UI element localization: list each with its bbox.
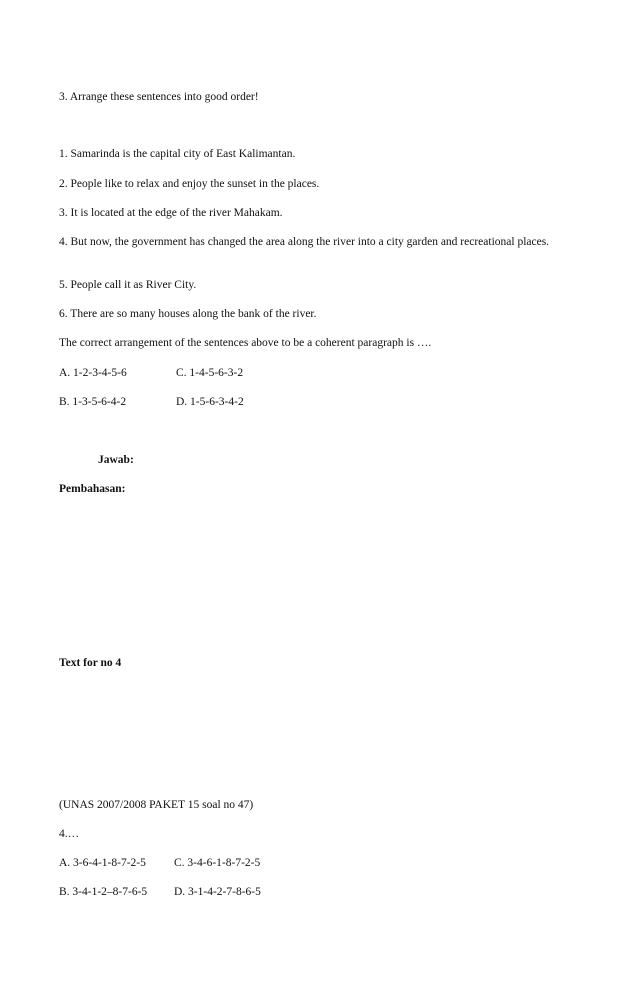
question-4-source: (UNAS 2007/2008 PAKET 15 soal no 47) [59,799,254,811]
option-c: C. 1-4-5-6-3-2 [176,367,244,379]
question-4-stem: 4.… [59,828,80,840]
sentence-5: 5. People call it as River City. [59,279,197,291]
q4-option-a: A. 3-6-4-1-8-7-2-5 [59,857,146,869]
answer-label: Jawab: [98,454,134,466]
q4-option-c: C. 3-4-6-1-8-7-2-5 [174,857,261,869]
q4-option-b: B. 3-4-1-2–8-7-6-5 [59,886,148,898]
sentence-6: 6. There are so many houses along the bank of the river. [59,308,317,320]
discussion-label: Pembahasan: [59,483,126,495]
question-3-prompt: 3. Arrange these sentences into good order! [59,91,259,103]
sentence-4: 4. But now, the government has changed the area along the river into a city garden and recreational places. [59,236,550,248]
sentence-1: 1. Samarinda is the capital city of East Kalimantan. [59,148,296,160]
option-d: D. 1-5-6-3-4-2 [176,396,244,408]
option-b: B. 1-3-5-6-4-2 [59,396,127,408]
sentence-2: 2. People like to relax and enjoy the sunset in the places. [59,178,320,190]
q4-option-d: D. 3-1-4-2-7-8-6-5 [174,886,261,898]
option-a: A. 1-2-3-4-5-6 [59,367,127,379]
question-3-stem: The correct arrangement of the sentences above to be a coherent paragraph is …. [59,337,432,349]
sentence-3: 3. It is located at the edge of the river Mahakam. [59,207,283,219]
text-for-no-4-heading: Text for no 4 [59,657,122,669]
